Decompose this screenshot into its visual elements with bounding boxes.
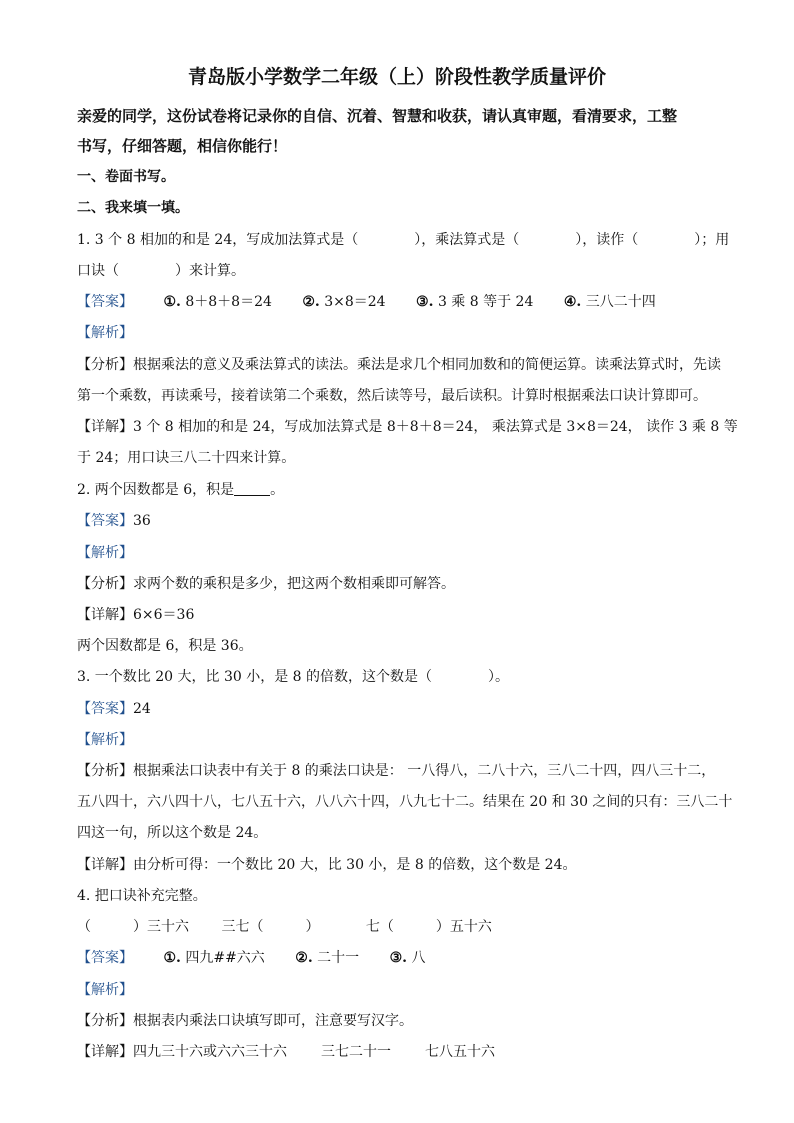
detail-label: 【详解】 xyxy=(77,419,133,435)
answer-label: 【答案】 xyxy=(77,294,133,310)
q3-fenxi-line-3: 四这一句，所以这个数是 24。 xyxy=(77,825,268,841)
q3-stem-end: ）。 xyxy=(488,669,510,685)
q4-fenxi xyxy=(77,1011,413,1031)
answer-text: 三八二十四 xyxy=(585,294,656,310)
answer-blank xyxy=(234,481,270,496)
q4-blanks xyxy=(77,917,492,937)
answer-number: ③. xyxy=(389,950,408,966)
detail-text: 6×6＝36 xyxy=(133,607,195,623)
q1-analysis-label: 【解析】 xyxy=(77,325,133,341)
q1-stem-line-2 xyxy=(77,261,245,281)
answer-number: ①. xyxy=(163,294,181,310)
q1-stem-part: ）来计算。 xyxy=(175,263,245,279)
q3-detail xyxy=(77,855,577,875)
detail-text: 3 个 8 相加的和是 24，写成加法算式是 8＋8＋8＝24， 乘法算式是 3×8＝24， 读作 3 乘 8 等 xyxy=(133,419,738,435)
intro-line-1: 亲爱的同学，这份试卷将记录你的自信、沉着、智慧和收获，请认真审题，看清要求，工整 xyxy=(77,107,678,125)
q2-detail-line-2: 两个因数都是 6，积是 36。 xyxy=(77,638,253,654)
detail-text: 由分析可得：一个数比 20 大，比 30 小，是 8 的倍数，这个数是 24。 xyxy=(133,857,577,873)
q1-fenxi-line-1 xyxy=(77,355,721,375)
q4-answer xyxy=(77,948,426,968)
q3-stem-text: 3. 一个数比 20 大，比 30 小，是 8 的倍数，这个数是（ xyxy=(77,669,433,685)
q3-answer xyxy=(77,699,151,719)
q1-stem-part: 口诀（ xyxy=(77,263,119,279)
answer-text: 四九##六六 xyxy=(185,950,265,966)
q1-answer xyxy=(77,292,656,312)
answer-number: ①. xyxy=(163,950,181,966)
fenxi-label: 【分析】 xyxy=(77,357,133,373)
fenxi-label: 【分析】 xyxy=(77,576,133,592)
q1-stem-part: ），读作（ xyxy=(575,232,639,248)
fenxi-text: 求两个数的乘积是多少，把这两个数相乘即可解答。 xyxy=(133,576,455,592)
q4-blank-part: ）三十六 xyxy=(133,919,189,935)
answer-number: ④. xyxy=(563,294,582,310)
answer-number: ③. xyxy=(416,294,434,310)
q4-blank-part: ） xyxy=(305,919,320,935)
answer-number: ②. xyxy=(302,294,320,310)
answer-text: 3 乘 8 等于 24 xyxy=(437,294,534,310)
fenxi-text: 根据乘法口诀表中有关于 8 的乘法口诀是： 一八得八，二八十六，三八二十四，四八三十二， xyxy=(133,763,716,779)
answer-label: 【答案】 xyxy=(77,513,133,529)
detail-label: 【详解】 xyxy=(77,1044,133,1060)
q4-stem: 4. 把口诀补充完整。 xyxy=(77,888,207,904)
q4-blank-part: 三七（ xyxy=(221,919,264,935)
page-title: 青岛版小学数学二年级（上）阶段性教学质量评价 xyxy=(187,66,606,88)
section-2-heading: 二、我来填一填。 xyxy=(77,200,189,216)
answer-text: 24 xyxy=(133,701,151,717)
fenxi-text: 根据乘法的意义及乘法算式的读法。乘法是求几个相同加数和的简便运算。读乘法算式时，先读 xyxy=(133,357,721,373)
q4-blank-part: ）五十六 xyxy=(435,919,492,935)
answer-text: 二十一 xyxy=(317,950,360,966)
q2-answer xyxy=(77,511,151,531)
q1-stem-part: 1. 3 个 8 相加的和是 24，写成加法算式是（ xyxy=(77,232,359,248)
q3-stem xyxy=(77,667,509,687)
q2-stem-end: 。 xyxy=(270,482,285,498)
section-1-heading: 一、卷面书写。 xyxy=(77,169,175,185)
q2-analysis-label: 【解析】 xyxy=(77,545,133,561)
q1-stem-part: ）；用 xyxy=(694,232,730,248)
q4-analysis-label: 【解析】 xyxy=(77,982,133,998)
q4-blank-part: 七（ xyxy=(365,919,394,935)
q2-fenxi xyxy=(77,574,455,594)
q4-blank-part: （ xyxy=(77,919,91,935)
answer-text: 3×8＝24 xyxy=(324,294,386,310)
q3-fenxi-line-2: 五八四十，六八四十八，七八五十六，八八六十四，八九七十二。结果在 20 和 30 之间的只有：三八二十 xyxy=(77,794,733,810)
answer-number: ②. xyxy=(295,950,313,966)
answer-text: 八 xyxy=(411,950,426,966)
q1-fenxi-line-2: 第一个乘数，再读乘号，接着读第二个乘数，然后读等号，最后读积。计算时根据乘法口诀计算即可。 xyxy=(77,388,707,404)
detail-text: 三七二十一 xyxy=(321,1044,391,1060)
q3-analysis-label: 【解析】 xyxy=(77,732,133,748)
q1-detail-line-1 xyxy=(77,417,738,437)
detail-text: 七八五十六 xyxy=(425,1044,495,1060)
answer-text: 8＋8＋8＝24 xyxy=(185,294,272,310)
detail-text: 四九三十六或六六三十六 xyxy=(133,1044,287,1060)
q2-detail xyxy=(77,605,194,625)
q2-stem xyxy=(77,480,284,500)
q3-fenxi-line-1 xyxy=(77,761,715,781)
detail-label: 【详解】 xyxy=(77,607,133,623)
answer-label: 【答案】 xyxy=(77,950,133,966)
q1-stem-line-1 xyxy=(77,230,729,250)
q4-detail xyxy=(77,1042,495,1062)
fenxi-label: 【分析】 xyxy=(77,1013,133,1029)
detail-label: 【详解】 xyxy=(77,857,133,873)
answer-text: 36 xyxy=(133,513,151,529)
intro-line-2: 书写，仔细答题，相信你能行！ xyxy=(77,137,288,155)
q1-stem-part: ），乘法算式是（ xyxy=(414,232,520,248)
q1-detail-line-2: 于 24；用口诀三八二十四来计算。 xyxy=(77,450,296,466)
fenxi-text: 根据表内乘法口诀填写即可，注意要写汉字。 xyxy=(133,1013,413,1029)
q2-stem-text: 2. 两个因数都是 6，积是 xyxy=(77,482,235,498)
fenxi-label: 【分析】 xyxy=(77,763,133,779)
answer-label: 【答案】 xyxy=(77,701,133,717)
